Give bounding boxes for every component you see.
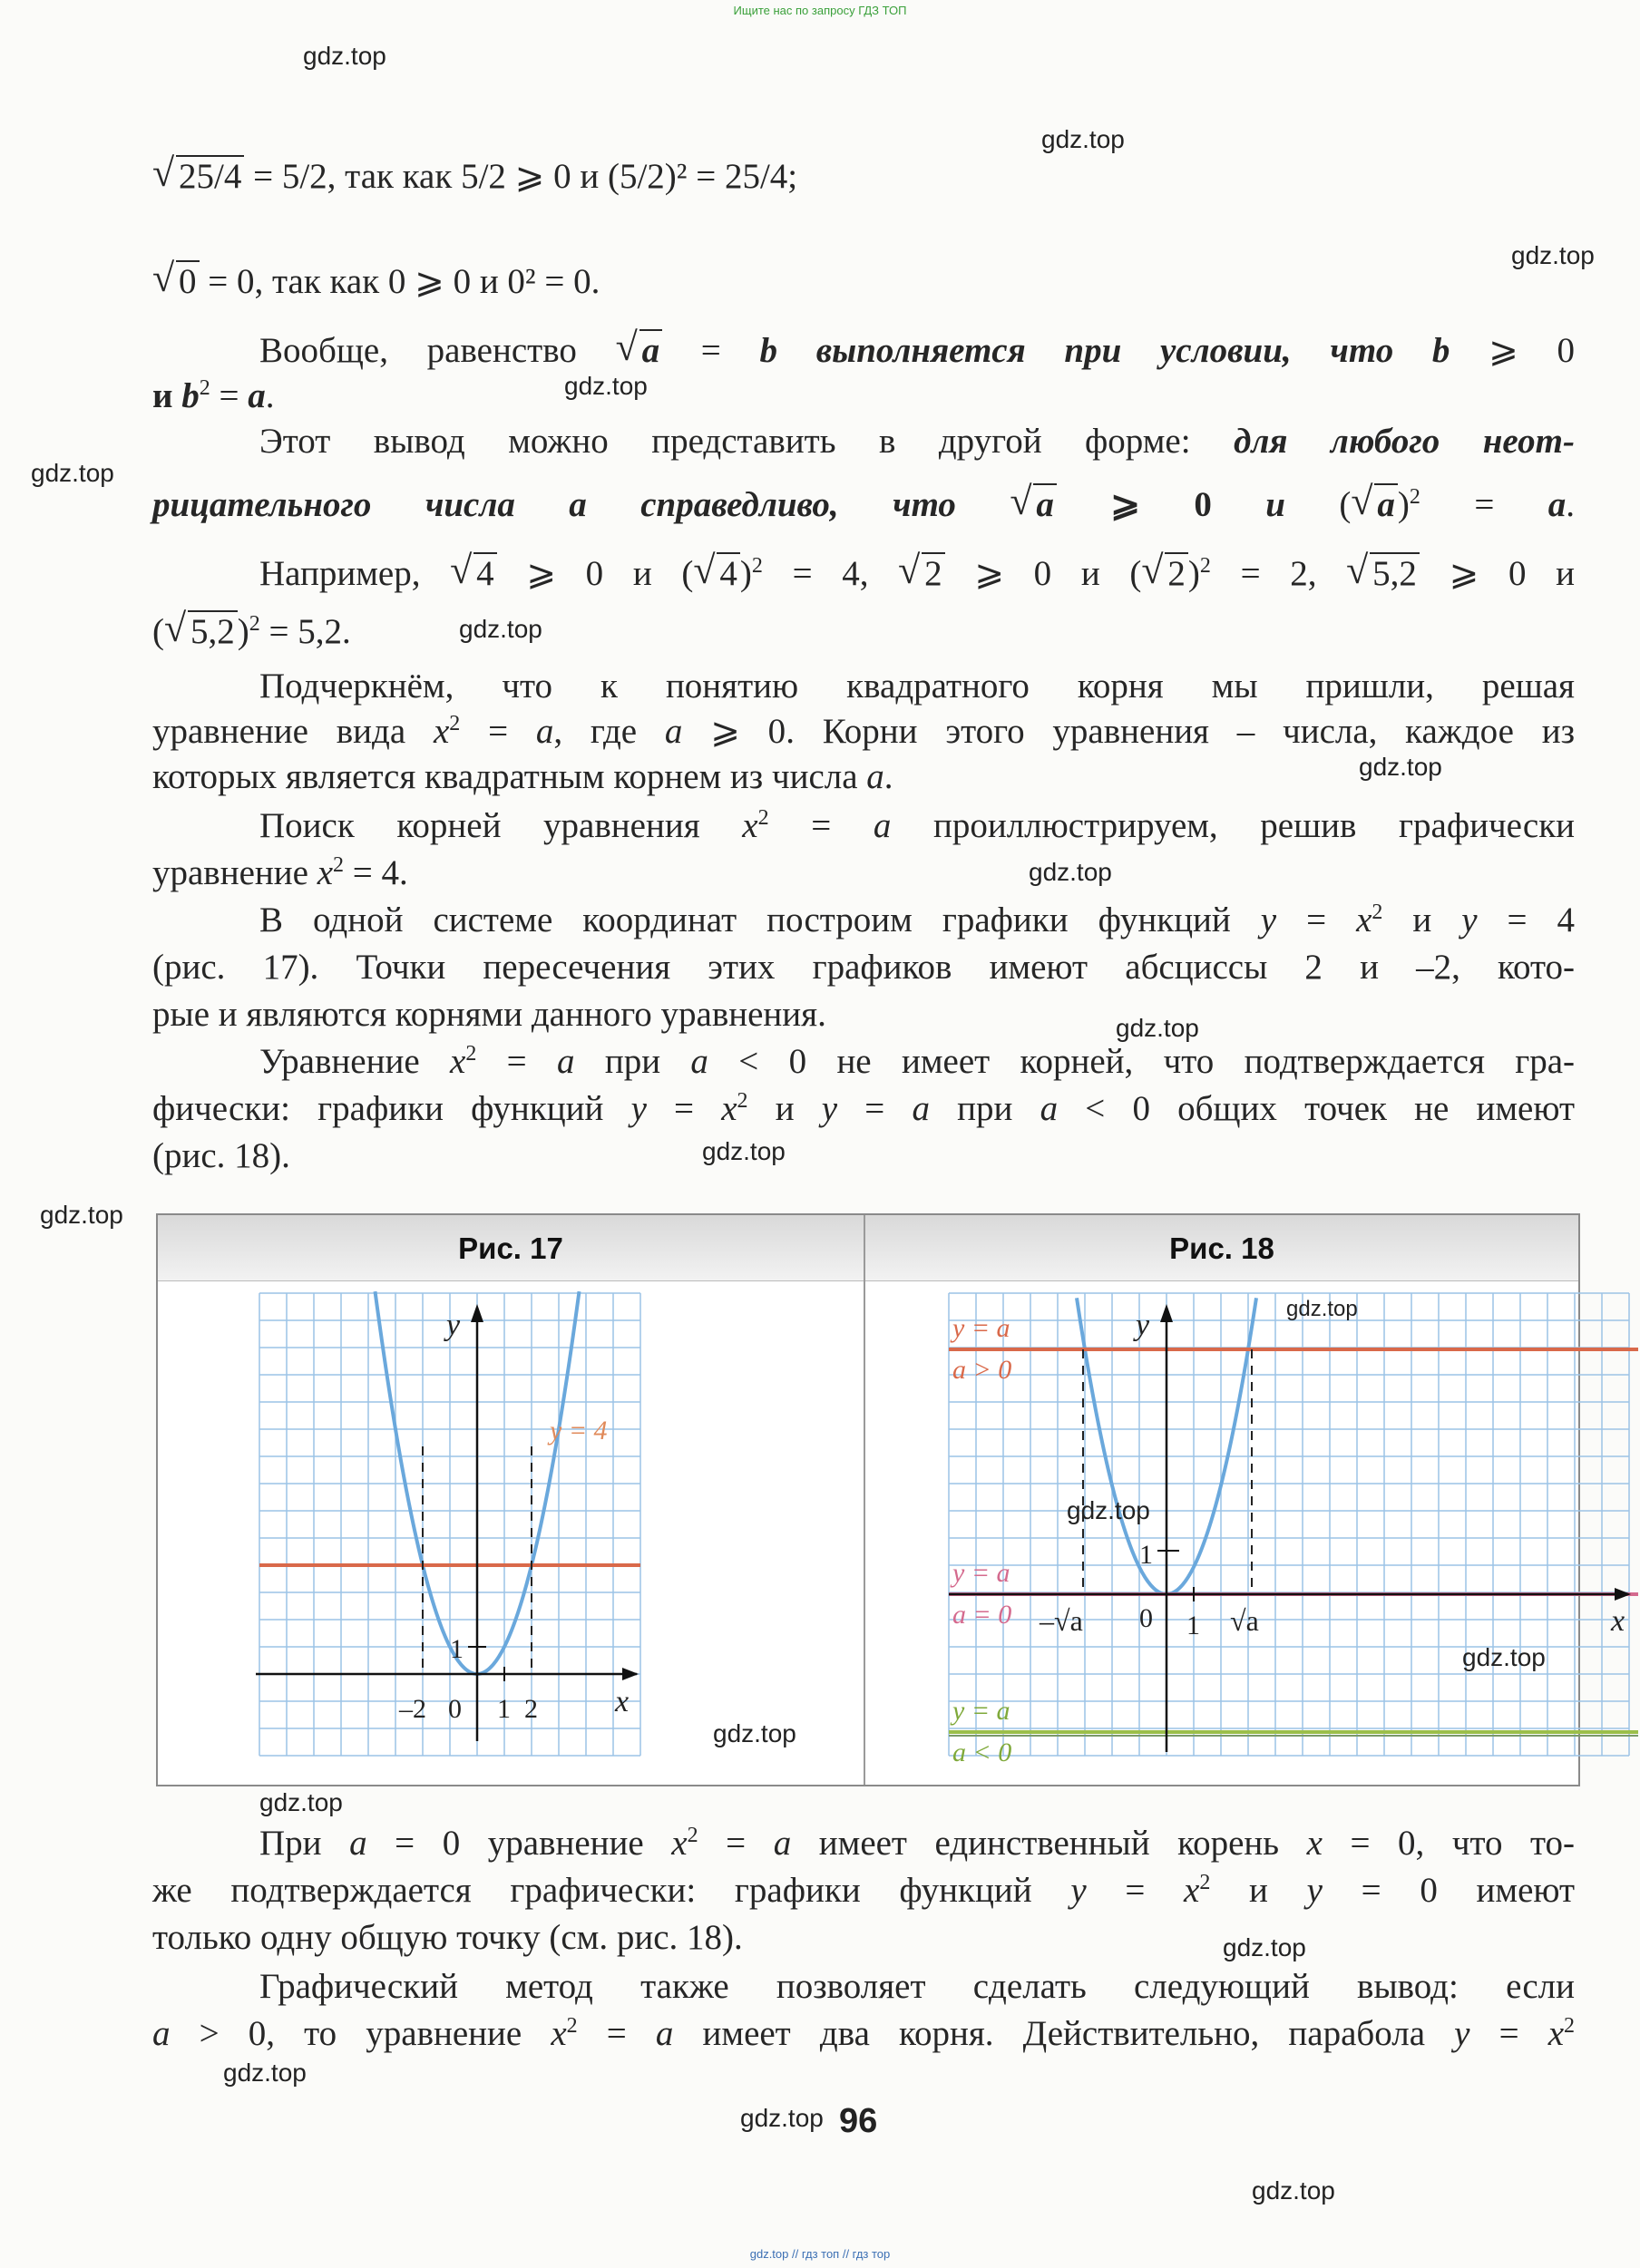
watermark: gdz.top xyxy=(1462,1643,1546,1671)
fig18-x-label: x xyxy=(1611,1604,1625,1638)
page-number: 96 xyxy=(839,2102,878,2140)
paragraph-5-line-1: Поиск корней уравнения $x^2 = a$ проиллюстрируем, решив графически xyxy=(259,806,1576,845)
watermark: gdz.top xyxy=(31,459,114,487)
fig17-line-label: y = 4 xyxy=(550,1416,608,1445)
fig17-x-arrow xyxy=(622,1668,639,1680)
paragraph-9-line-2: a > 0, то уравнение $x^2 = a$ имеет два корня. Действительно, парабола $y = x^2$ xyxy=(152,2014,1575,2053)
paragraph-2-line-1: Этот вывод можно представить в другой форме: для любого неот- xyxy=(259,422,1575,461)
paragraph-8-line-1: При a = 0 уравнение $x^2 = a$ имеет единственный корень x = 0, что то- xyxy=(259,1824,1576,1863)
example-sqrt-0-text: = 0, так как 0 ⩾ 0 и 0² = 0. xyxy=(208,262,600,301)
fig17-y-tick-1: 1 xyxy=(450,1634,464,1664)
example-sqrt-0: √ 0 = 0, так как 0 ⩾ 0 и 0² = 0. xyxy=(152,259,1575,305)
watermark: gdz.top xyxy=(1252,2176,1335,2205)
fig17-graph xyxy=(158,1280,864,1785)
paragraph-9-line-1: Графический метод также позволяет сделать следующий вывод: если xyxy=(259,1967,1575,2006)
fig18-label-y-a-2: y = a xyxy=(952,1558,1010,1588)
watermark: gdz.top xyxy=(459,615,542,643)
fig18-graph xyxy=(865,1280,1625,1785)
paragraph-6-line-1: В одной системе координат построим графики функций $y = x^2$ и y = 4 xyxy=(259,900,1576,939)
fig17-y-label: y xyxy=(446,1309,461,1342)
paragraph-7-line-1: Уравнение $x^2 = a$ при a < 0 не имеет корней, что подтверждается гра- xyxy=(259,1042,1576,1081)
paragraph-2-line-2: рицательного числа a справедливо, что √ a ⩾ 0 и (√ a)$^2$ = a. xyxy=(152,482,1575,528)
fig18-y-tick-1: 1 xyxy=(1139,1540,1153,1570)
paragraph-3-line-1: Например, √ 4 ⩾ 0 и (√ 4)$^2$ = 4, √ 2 ⩾ 0 и (√ 2)$^2$ = 2, √ 5,2 ⩾ 0 и xyxy=(152,551,1575,597)
watermark: gdz.top xyxy=(1029,858,1112,886)
watermark: gdz.top xyxy=(1511,241,1595,269)
fig18-label-cond-2: a = 0 xyxy=(952,1600,1012,1630)
paragraph-8-line-3: только одну общую точку (см. рис. 18). xyxy=(152,1918,743,1957)
watermark: gdz.top xyxy=(740,2104,824,2132)
watermark: gdz.top xyxy=(1359,753,1442,781)
fig18-tick-1: 1 xyxy=(1186,1611,1200,1640)
paragraph-4-line-3: которых является квадратным корнем из числа a. xyxy=(152,757,893,796)
paragraph-4-line-1: Подчеркнём, что к понятию квадратного корня мы пришли, решая xyxy=(259,667,1575,706)
fig18-label-cond-1: a > 0 xyxy=(952,1355,1012,1385)
example-sqrt-25-4-text: = 5/2, так как 5/2 ⩾ 0 и (5/2)² = 25/4; xyxy=(253,157,798,196)
paragraph-4-line-2: уравнение вида $x^2 = a$, где a ⩾ 0. Корни этого уравнения – числа, каждое из xyxy=(152,712,1575,751)
watermark: gdz.top xyxy=(702,1137,786,1165)
watermark: gdz.top xyxy=(223,2059,307,2087)
fig17-x-label: x xyxy=(615,1685,630,1718)
bottom-note: gdz.top // гдз топ // гдз тор xyxy=(749,2247,891,2261)
watermark: gdz.top xyxy=(40,1201,123,1229)
fig18-label-y-a-1: y = a xyxy=(952,1313,1010,1343)
fig18-y-label: y xyxy=(1136,1309,1150,1342)
fig18-tick-sqrt-a: √a xyxy=(1230,1604,1259,1637)
fig18-label-cond-3: a < 0 xyxy=(952,1738,1012,1767)
watermark: gdz.top xyxy=(303,42,386,70)
watermark: gdz.top xyxy=(564,372,648,400)
fig18-grid xyxy=(949,1293,1629,1756)
paragraph-7-line-2: фически: графики функций $y = x^2$ и y = a при a < 0 общих точек не имеют xyxy=(152,1089,1576,1128)
paragraph-6-line-3: рые и являются корнями данного уравнения. xyxy=(152,995,826,1034)
paragraph-1-line-1: Вообще, равенство √ a = b выполняется при условии, что b ⩾ 0 xyxy=(152,328,1575,374)
watermark: gdz.top xyxy=(1223,1933,1306,1961)
watermark: gdz.top xyxy=(713,1719,796,1747)
watermark: gdz.top xyxy=(259,1788,343,1816)
fig17-tick-1: 1 xyxy=(497,1694,511,1724)
paragraph-7-line-3: (рис. 18). xyxy=(152,1136,290,1175)
fig17-tick-neg2: –2 xyxy=(399,1694,426,1724)
paragraph-1-line-2: и $b^2 = a$. xyxy=(152,376,275,415)
fig17-y-arrow xyxy=(471,1304,483,1322)
watermark: gdz.top xyxy=(1041,125,1125,153)
paragraph-6-line-2: (рис. 17). Точки пересечения этих графиков имеют абсциссы 2 и –2, кото- xyxy=(152,948,1575,987)
paragraph-5-line-2: уравнение $x^2 = 4$. xyxy=(152,853,408,892)
fig17-tick-2: 2 xyxy=(524,1694,538,1724)
paragraph-3-line-2: (√ 5,2)$^2$ = 5,2. xyxy=(152,609,1575,655)
fig18-label-y-a-3: y = a xyxy=(952,1696,1010,1726)
watermark: gdz.top xyxy=(1116,1014,1199,1042)
fig17-grid xyxy=(259,1293,640,1756)
watermark: gdz.top xyxy=(1067,1496,1150,1524)
fig18-tick-neg-sqrt-a: –√a xyxy=(1040,1604,1083,1637)
fig18-y-arrow xyxy=(1160,1304,1173,1322)
paragraph-8-line-2: же подтверждается графически: графики функций $y = x^2$ и y = 0 имеют xyxy=(152,1871,1576,1910)
fig18-title: Рис. 18 xyxy=(1169,1231,1274,1265)
fig18-tick-0: 0 xyxy=(1139,1603,1153,1633)
example-sqrt-25-4: √ 25/4 = 5/2, так как 5/2 ⩾ 0 и (5/2)² = 25/4; xyxy=(152,154,1575,200)
fig17-tick-0: 0 xyxy=(448,1694,462,1724)
figures-panel xyxy=(156,1213,1625,1786)
fig17-title: Рис. 17 xyxy=(458,1231,563,1265)
top-note: Ищите нас по запросу ГДЗ ТОП xyxy=(733,4,907,17)
watermark: gdz.top xyxy=(1286,1297,1358,1321)
